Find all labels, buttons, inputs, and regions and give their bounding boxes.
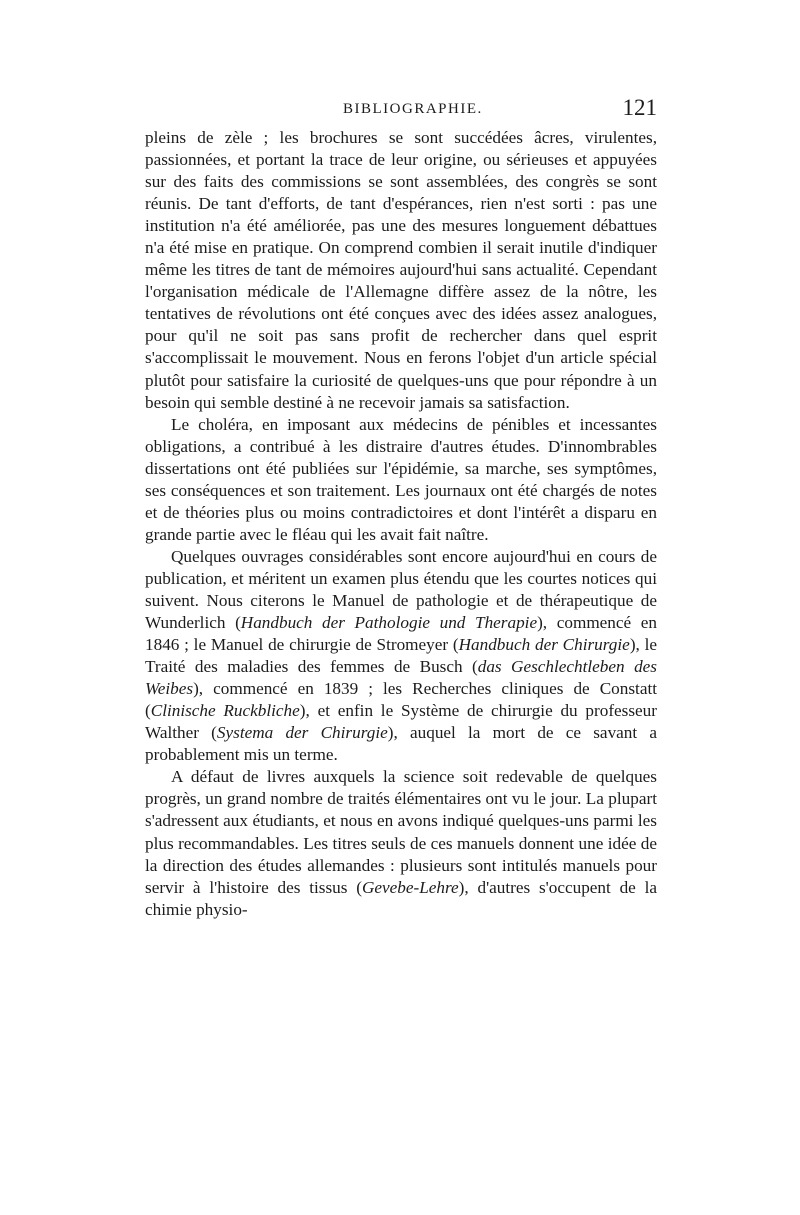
running-title: BIBLIOGRAPHIE. <box>343 101 483 117</box>
book-title-stromeyer: Handbuch der Chirurgie <box>458 635 630 655</box>
paragraph-2: Le choléra, en imposant aux médecins de pénibles et incessantes obligations, a contribué à les distraire d'autres études. D'innombrables dissertations ont été publiées sur l'épidémie, sa marche, ses symptômes, ses conséquences et son traitement. Les journaux ont été chargés de notes et de théories plus ou moins contradictoires et dont l'intérêt a disparu en grande partie avec le fléau qui les avait fait naître. <box>145 414 657 544</box>
paragraph-3-text-1: Quelques ouvrages considérables sont encore aujourd'hui en cours de publication, et méritent un examen plus étendu que les courtes notices qui suivent. Nous citerons le Manuel de pathologie et de thérapeutique de Wunderlich ( <box>145 546 657 633</box>
paragraph-3-text-5: ), et enfin le Système de chirurgie du professeur Walther ( <box>145 701 658 743</box>
book-title-wunderlich: Handbuch der Pathologie und Therapie <box>240 613 538 633</box>
paragraph-3-text-4: ), commencé en 1839 ; les Recherches cliniques de Constatt ( <box>145 679 657 721</box>
paragraph-3-text-3: ), le Traité des maladies des femmes de Busch ( <box>145 635 657 677</box>
paragraph-4-text-1: A défaut de livres auxquels la science soit redevable de quelques progrès, un grand nombre de traités élémentaires ont vu le jour. La plupart s'adressent aux étudiants, et nous en avons indiqué quelques-uns parmi les plus recommandables. Les titres seuls de ces manuels donnent une idée de la direction des études allemandes : plusieurs sont intitulés manuels pour servir à l'histoire des tissus ( <box>145 767 657 897</box>
book-title-walther: Systema der Chirurgie <box>216 723 388 743</box>
book-title-gevebe-lehre: Gevebe-Lehre <box>361 877 459 897</box>
paragraph-4 <box>145 766 657 920</box>
paragraph-3-text-6: ), auquel la mort de ce savant a probablement mis un terme. <box>145 723 658 765</box>
page-number: 121 <box>622 95 657 120</box>
book-title-constatt: Clinische Ruckbliche <box>150 701 300 721</box>
paragraph-1: pleins de zèle ; les brochures se sont succédées âcres, virulentes, passionnées, et portant la trace de leur origine, ou sérieuses et appuyées sur des faits des commissions se sont assemblées, des congrès se sont réunis. De tant d'efforts, de tant d'espérances, rien n'est sorti : pas une institution n'a été améliorée, pas une des mesures longuement débattues n'a été mise en pratique. On comprend combien il serait inutile d'indiquer même les titres de tant de mémoires aujourd'hui sans actualité. Cependant l'organisation médicale de l'Allemagne diffère assez de la nôtre, les tentatives de révolutions ont été conçues avec des idées assez analogues, pour qu'il ne soit pas sans profit de rechercher dans quel esprit s'accomplissait le mouvement. Nous en ferons l'objet d'un article spécial plutôt pour satisfaire la curiosité de quelques-uns que pour répondre à un besoin qui semble destiné à ne recevoir jamais sa satisfaction. <box>145 128 657 412</box>
body-text <box>145 127 657 921</box>
paragraph-4-text-2: ), d'autres s'occupent de la chimie physio- <box>145 877 657 919</box>
running-header <box>145 95 657 125</box>
book-title-busch: das Geschlechtleben des Weibes <box>145 657 657 699</box>
paragraph-3-text-2: ), commencé en 1846 ; le Manuel de chirurgie de Stromeyer ( <box>145 613 658 655</box>
book-page <box>145 95 657 921</box>
paragraph-3 <box>145 546 657 766</box>
